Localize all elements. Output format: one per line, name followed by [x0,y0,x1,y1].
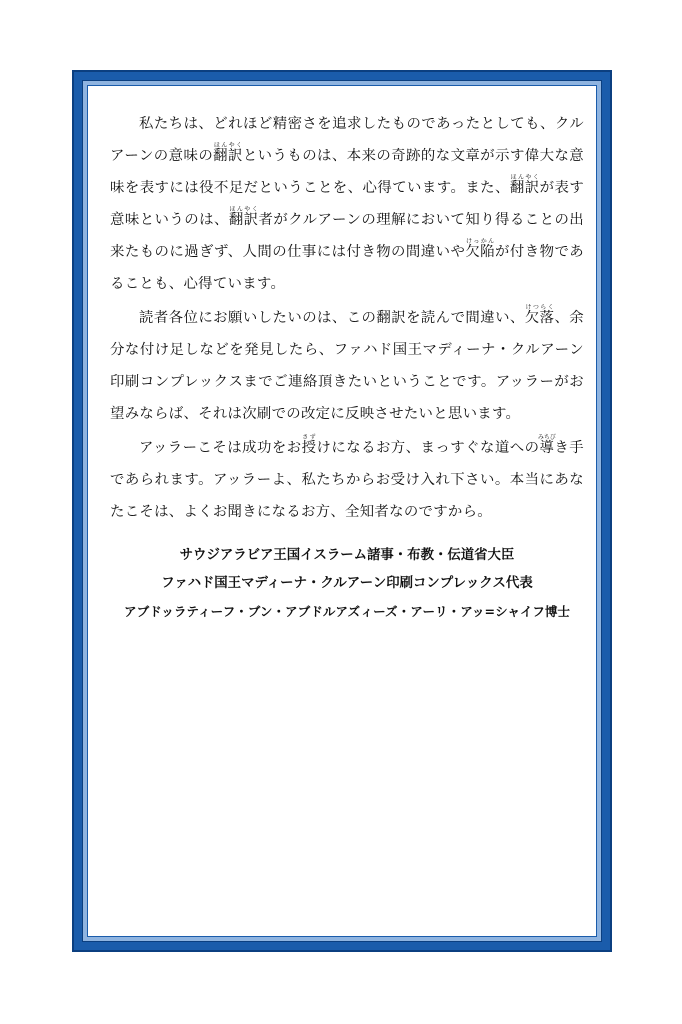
signature-title-minister: サウジアラビア王国イスラーム諸事・布教・伝道省大臣 [179,548,515,563]
ruby-word [301,434,317,456]
paragraph-3 [110,432,584,528]
ruby-base: 欠落 [524,310,555,326]
ruby-reading: ほんやく [228,206,259,213]
ruby-base: 翻訳 [213,148,243,164]
page-border-middle [82,80,602,942]
text-run: 者がクルアーンの理解において知り得ることの出来たものに過ぎず、人間の仕事には付き物の間違いや [110,212,584,260]
paragraph-2 [110,302,584,430]
ruby-base: 翻訳 [509,180,540,196]
ruby-reading: けっかん [465,238,495,245]
page-border-outer [72,70,612,952]
ruby-reading: みちび [537,434,556,441]
ruby-base: 授 [301,440,317,456]
ruby-reading: ほんやく [509,174,540,181]
ruby-reading: けつらく [524,304,555,311]
text-run: アッラーこそは成功をお [139,440,302,456]
ruby-word [537,434,556,456]
text-run: 私たちは、どれほど精密さを追求したものであったとしても、クルアーンの意味の [110,116,584,164]
text-run: が付き物であることも、心得ています。 [110,244,584,292]
ruby-base: 翻訳 [228,212,259,228]
ruby-word [213,142,243,164]
ruby-reading: ほんやく [213,142,243,149]
signature-name: アブドッラティーフ・ブン・アブドルアズィーズ・アーリ・アッ=シャイフ博士 [123,604,571,619]
ruby-base: 欠陥 [465,244,496,260]
signature-title-complex: ファハド国王マディーナ・クルアーン印刷コンプレックス代表 [161,576,533,591]
text-run: けになるお方、まっすぐな道への [316,440,540,456]
page-content-area [87,85,597,937]
text-run: というものは、本来の奇跡的な文章が示す偉大な意味を表すには役不足だということを、心得ています。また、 [110,148,584,196]
ruby-word [524,304,555,326]
ruby-word [228,206,259,228]
paragraph-1 [110,108,584,300]
text-run: 、余分な付け足しなどを発見したら、ファハド国王マディーナ・クルアーン印刷コンプレックスまでご連絡頂きたいということです。アッラーがお望みならば、それは次刷での改定に反映させたいと思います。 [110,310,584,422]
ruby-reading: さず [301,434,317,441]
signature-block [110,542,584,626]
text-run: 読者各位にお願いしたいのは、この翻訳を読んで間違い、 [139,310,525,326]
ruby-base: 導 [537,440,556,456]
ruby-word [509,174,540,196]
body-text [110,108,584,626]
text-run: き手であられます。アッラーよ、私たちからお受け入れ下さい。本当にあなたこそは、よくお聞きになるお方、全知者なのですから。 [110,440,584,520]
text-run: が表す意味というのは、 [110,180,585,228]
ruby-word [465,238,496,260]
